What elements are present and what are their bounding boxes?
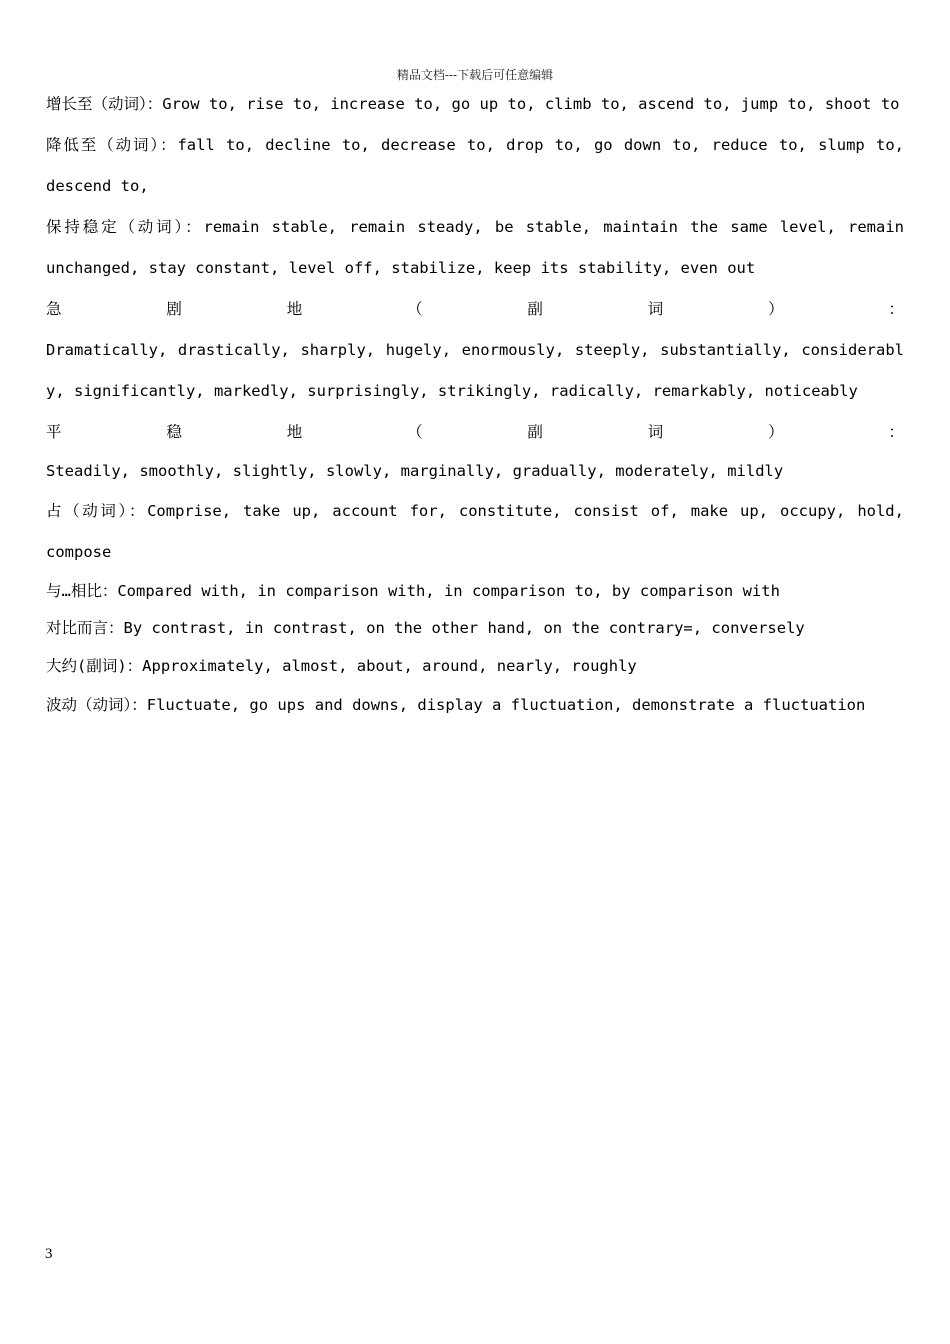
term-char: 词 [647, 423, 664, 441]
entry-term: 降低至（动词）： [46, 136, 178, 154]
entry-term: 波动（动词）： [46, 696, 147, 714]
entry-text: Grow to, rise to, increase to, go up to, climb to, ascend to, jump to, shoot to [162, 95, 900, 113]
term-char: 地 [286, 300, 303, 318]
entry-text: Approximately, almost, about, around, nearly, roughly [142, 656, 637, 675]
entry-approximately [46, 648, 904, 686]
page-number: 3 [45, 1246, 53, 1262]
entry-comprise [46, 491, 904, 573]
entry-text: Comprise, take up, account for, constitute, consist of, make up, occupy, hold, compose [46, 501, 904, 561]
entry-text: remain stable, remain steady, be stable, maintain the same level, remain unchanged, stay constant, level off, stabilize, keep its stability, even out [46, 218, 904, 277]
term-char: 地 [286, 423, 303, 441]
entry-text: Fluctuate, go ups and downs, display a fluctuation, demonstrate a fluctuation [146, 696, 866, 714]
entry-term: 与…相比： [46, 581, 118, 600]
term-char: （ [407, 423, 423, 441]
entry-stable [46, 207, 904, 289]
entry-text: By contrast, in contrast, on the other hand, on the contrary=, conversely [123, 619, 805, 637]
term-char: ） [768, 300, 784, 318]
entry-fluctuate [46, 685, 904, 726]
entry-term: 增长至（动词）： [46, 95, 163, 113]
entry-text: Compared with, in comparison with, in comparison to, by comparison with [117, 581, 780, 600]
term-char: ： [888, 423, 904, 441]
entry-decrease [46, 125, 904, 207]
term-char: ） [768, 423, 784, 441]
entry-compared [46, 573, 904, 611]
term-char: 平 [46, 423, 62, 441]
entry-text: fall to, decline to, decrease to, drop to, go down to, reduce to, slump to, descend to, [46, 136, 904, 195]
term-char: 副 [527, 300, 543, 318]
term-char: 稳 [166, 423, 182, 441]
entry-term: 大约(副词)： [46, 656, 143, 675]
entry-term-dramatic [46, 289, 904, 330]
entry-steady-text: Steadily, smoothly, slightly, slowly, marginally, gradually, moderately, mildly [46, 462, 784, 480]
vocabulary-list [46, 84, 904, 726]
entry-dramatic-text: Dramatically, drastically, sharply, hugely, enormously, steeply, substantially, considerably, significantly, markedly, surprisingly, strikingly, radically, remarkably, noticeably [46, 341, 904, 400]
term-char: 副 [527, 423, 543, 441]
entry-term-steady [46, 412, 904, 453]
term-char: 急 [46, 300, 62, 318]
entry-term: 对比而言： [46, 619, 124, 637]
term-char: （ [407, 300, 423, 318]
term-char: 剧 [166, 300, 182, 318]
term-char: 词 [647, 300, 664, 318]
page-header: 精品文档---下载后可任意编辑 [396, 68, 554, 82]
entry-increase [46, 84, 904, 125]
entry-contrast [46, 610, 904, 648]
term-char: ： [888, 300, 904, 318]
entry-term: 占（动词）： [46, 501, 148, 520]
entry-term: 保持稳定（动词）： [46, 218, 204, 236]
